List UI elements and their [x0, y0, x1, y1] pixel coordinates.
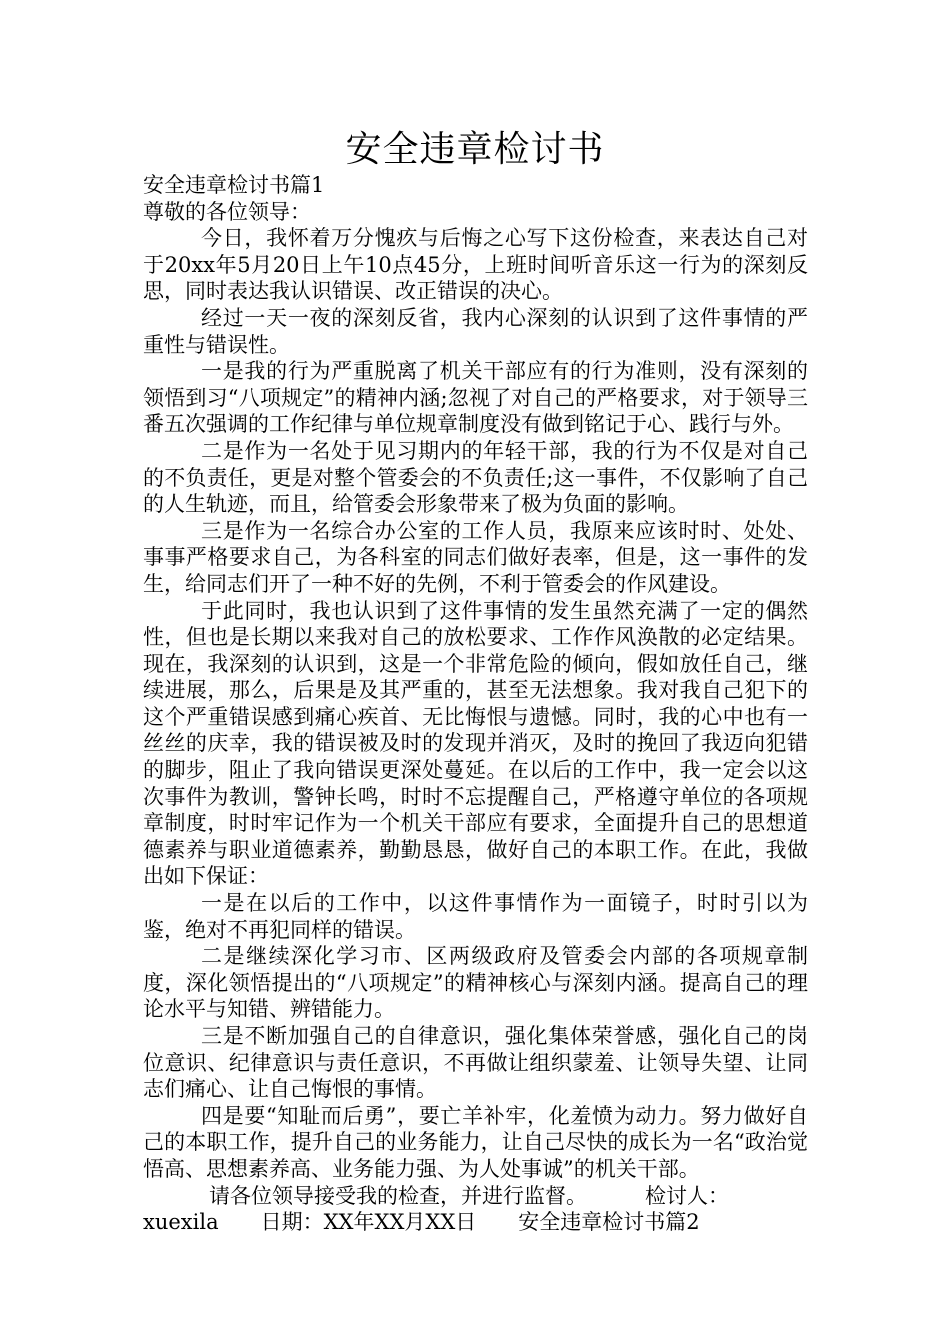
closing-line: [143, 1183, 808, 1210]
date-line: 日期：XX年XX月XX日: [260, 1210, 477, 1235]
paragraph: 经过一天一夜的深刻反省，我内心深刻的认识到了这件事情的严重性与错误性。: [143, 305, 808, 357]
section-heading: 安全违章检讨书篇1: [143, 173, 325, 197]
paragraph: 三是作为一名综合办公室的工作人员，我原来应该时时、处处、事事严格要求自己，为各科室的同志们做好表率，但是，这一事件的发生，给同志们开了一种不好的先例，不利于管委会的作风建设。: [143, 518, 808, 596]
closing-text: 请各位领导接受我的检查，并进行监督。: [209, 1183, 587, 1208]
reviewer-label: 检讨人：: [645, 1183, 729, 1208]
next-section-heading: 安全违章检讨书篇2: [518, 1210, 700, 1235]
paragraph: 三是不断加强自己的自律意识，强化集体荣誉感，强化自己的岗位意识、纪律意识与责任意识，不再做让组织蒙羞、让领导失望、让同志们痛心、让自己悔恨的事情。: [143, 1024, 808, 1102]
paragraph: 二是作为一名处于见习期内的年轻干部，我的行为不仅是对自己的不负责任，更是对整个管委会的不负责任;这一事件，不仅影响了自己的人生轨迹，而且，给管委会形象带来了极为负面的影响。: [143, 438, 808, 517]
document-body: [143, 172, 808, 1236]
paragraph: 二是继续深化学习市、区两级政府及管委会内部的各项规章制度，深化领悟提出的“八项规定”的精神核心与深刻内涵。提高自己的理论水平与知错、辨错能力。: [143, 944, 808, 1022]
paragraph: 于此同时，我也认识到了这件事情的发生虽然充满了一定的偶然性，但也是长期以来我对自己的放松要求、工作作风涣散的必定结果。现在，我深刻的认识到，这是一个非常危险的倾向，假如放任自己，继续进展，那么，后果是及其严重的，甚至无法想象。我对我自己犯下的这个严重错误感到痛心疾首、无比悔恨与遗憾。同时，我的心中也有一丝丝的庆幸，我的错误被及时的发现并消灭，及时的挽回了我迈向犯错的脚步，阻止了我向错误更深处蔓延。在以后的工作中，我一定会以这次事件为教训，警钟长鸣，时时不忘提醒自己，严格遵守单位的各项规章制度，时时牢记作为一个机关干部应有要求，全面提升自己的思想道德素养与职业道德素养，勤勤恳恳，做好自己的本职工作。在此，我做出如下保证：: [143, 598, 808, 889]
salutation: 尊敬的各位领导：: [143, 199, 311, 224]
paragraph: 一是在以后的工作中，以这件事情作为一面镜子，时时引以为鉴，绝对不再犯同样的错误。: [143, 891, 808, 942]
signature-line: [143, 1209, 808, 1236]
reviewer-name: xuexila: [143, 1210, 219, 1235]
paragraph: 今日，我怀着万分愧疚与后悔之心写下这份检查，来表达自己对于20xx年5月20日上午10点45分，上班时间听音乐这一行为的深刻反思，同时表达我认识错误、改正错误的决心。: [143, 226, 808, 304]
page-title: 安全违章检讨书: [345, 129, 605, 170]
paragraph: 四是要“知耻而后勇”，要亡羊补牢，化羞愤为动力。努力做好自己的本职工作，提升自己的业务能力，让自己尽快的成长为一名“政治觉悟高、思想素养高、业务能力强、为人处事诚”的机关干部。: [143, 1103, 808, 1181]
paragraph: 一是我的行为严重脱离了机关干部应有的行为准则，没有深刻的领悟到习“八项规定”的精神内涵;忽视了对自己的严格要求，对于领导三番五次强调的工作纪律与单位规章制度没有做到铭记于心、践行与外。: [143, 359, 808, 437]
